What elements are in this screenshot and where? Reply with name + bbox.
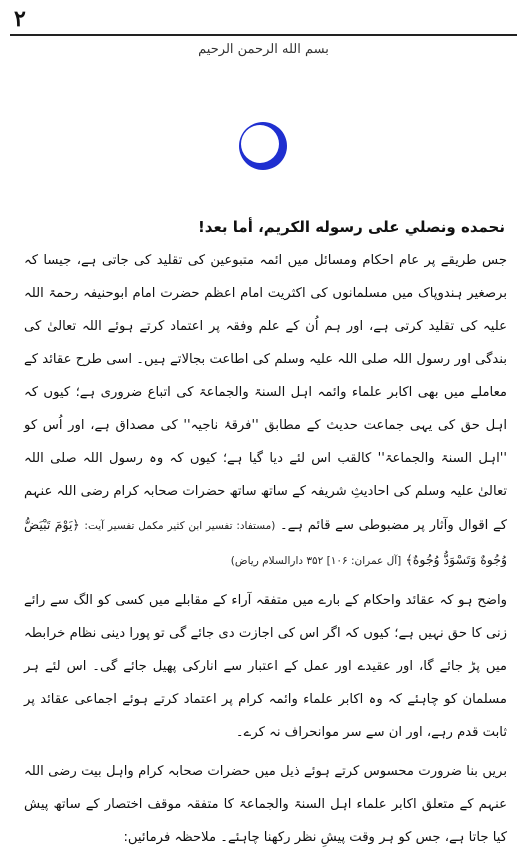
quran-verse: ﴿يَوْمَ تَبْيَضُّ وُجُوهٌ وَتَسْوَدُّ وُجُوهٌ﴾ [24,517,507,567]
tafsir-reference: (مستفاد: تفسیر ابن کثیر مکمل تفسیر آیت: [84,520,276,532]
opening-salutation: نحمده ونصلي على رسوله الكريم، أما بعد! [197,218,505,236]
header-rule [10,34,517,36]
page-number: ۲ [14,6,26,32]
bismillah-calligraphy: بسم الله الرحمن الرحيم [198,42,329,57]
paragraph-2: واضح ہو کہ عقائد واحکام کے بارے میں متفقہ آراء کے مقابلے میں کسی کو الگ سے رائے زنی کا حق نہیں ہے؛ کیوں کہ اگر اس کی اجازت دی جائے گی تو پورا دینی نظام خرابطہ میں پڑ جائے گا، اور عقیدے اور عمل کے اعتبار سے انارکی پھیل جائے گی۔ اس لئے ہر مسلمان کو چاہئے کہ وہ اکابر علماء وائمہ کرام پر اعتماد کرتے ہوئے اجماعی عقائد پر ثابت قدم رہے، اور ان سے سر موانحراف نہ کرے۔ [24,593,507,740]
crescent-ornament-icon [233,116,293,176]
paragraph-1-text: جس طریقے پر عام احکام ومسائل میں ائمہ متبوعین کی تقلید کی جاتی ہے، جیسا کہ برصغیر ہندوپاک میں مسلمانوں کی اکثریت امام اعظم حضرت امام ابوحنیفہ رحمۃ اللہ علیہ کی تقلید کرتی ہے، اور ہم اُن کے علم وفقہ پر اعتماد کرتے ہوئے اللہ تعالیٰ کی بندگی اور رسول اللہ صلی اللہ علیہ وسلم کی اطاعت بجالاتے ہیں۔ اسی طرح عقائد کے معاملے میں بھی اکابر علماء وائمہ اہل السنۃ والجماعۃ کی اتباع ضروری ہے؛ کیوں کہ اہل حق کی یہی جماعت حدیث کے مطابق ''فرقۂ ناجیہ'' کی مصداق ہے، اور اُس کو ''اہل السنۃ والجماعۃ'' کالقب اس لئے دیا گیا ہے؛ کیوں کہ وہ رسول اللہ صلی اللہ تعالیٰ علیہ وسلم کی احادیثِ شریفہ کے ساتھ ساتھ حضرات صحابہ کرام رضی اللہ عنہم کے اقوال وآثار پر مضبوطی سے قائم ہے۔ [24,253,507,533]
paragraph-3: بریں بنا ضرورت محسوس کرتے ہوئے ذیل میں حضرات صحابہ کرام واہل بیت رضی اللہ عنہم کے متعلق اکابر علماء اہل السنۃ والجماعۃ کا متفقہ موقف اختصار کے ساتھ پیش کیا جاتا ہے، جس کو ہر وقت پیشِ نظر رکھنا چاہئے۔ ملاحظہ فرمائیں: [24,764,507,845]
verse-citation: [آل عمران: ۱۰۶] ۳۵۲ دارالسلام ریاض) [230,555,402,567]
paragraph-1 [24,244,507,578]
article-body [24,244,507,860]
